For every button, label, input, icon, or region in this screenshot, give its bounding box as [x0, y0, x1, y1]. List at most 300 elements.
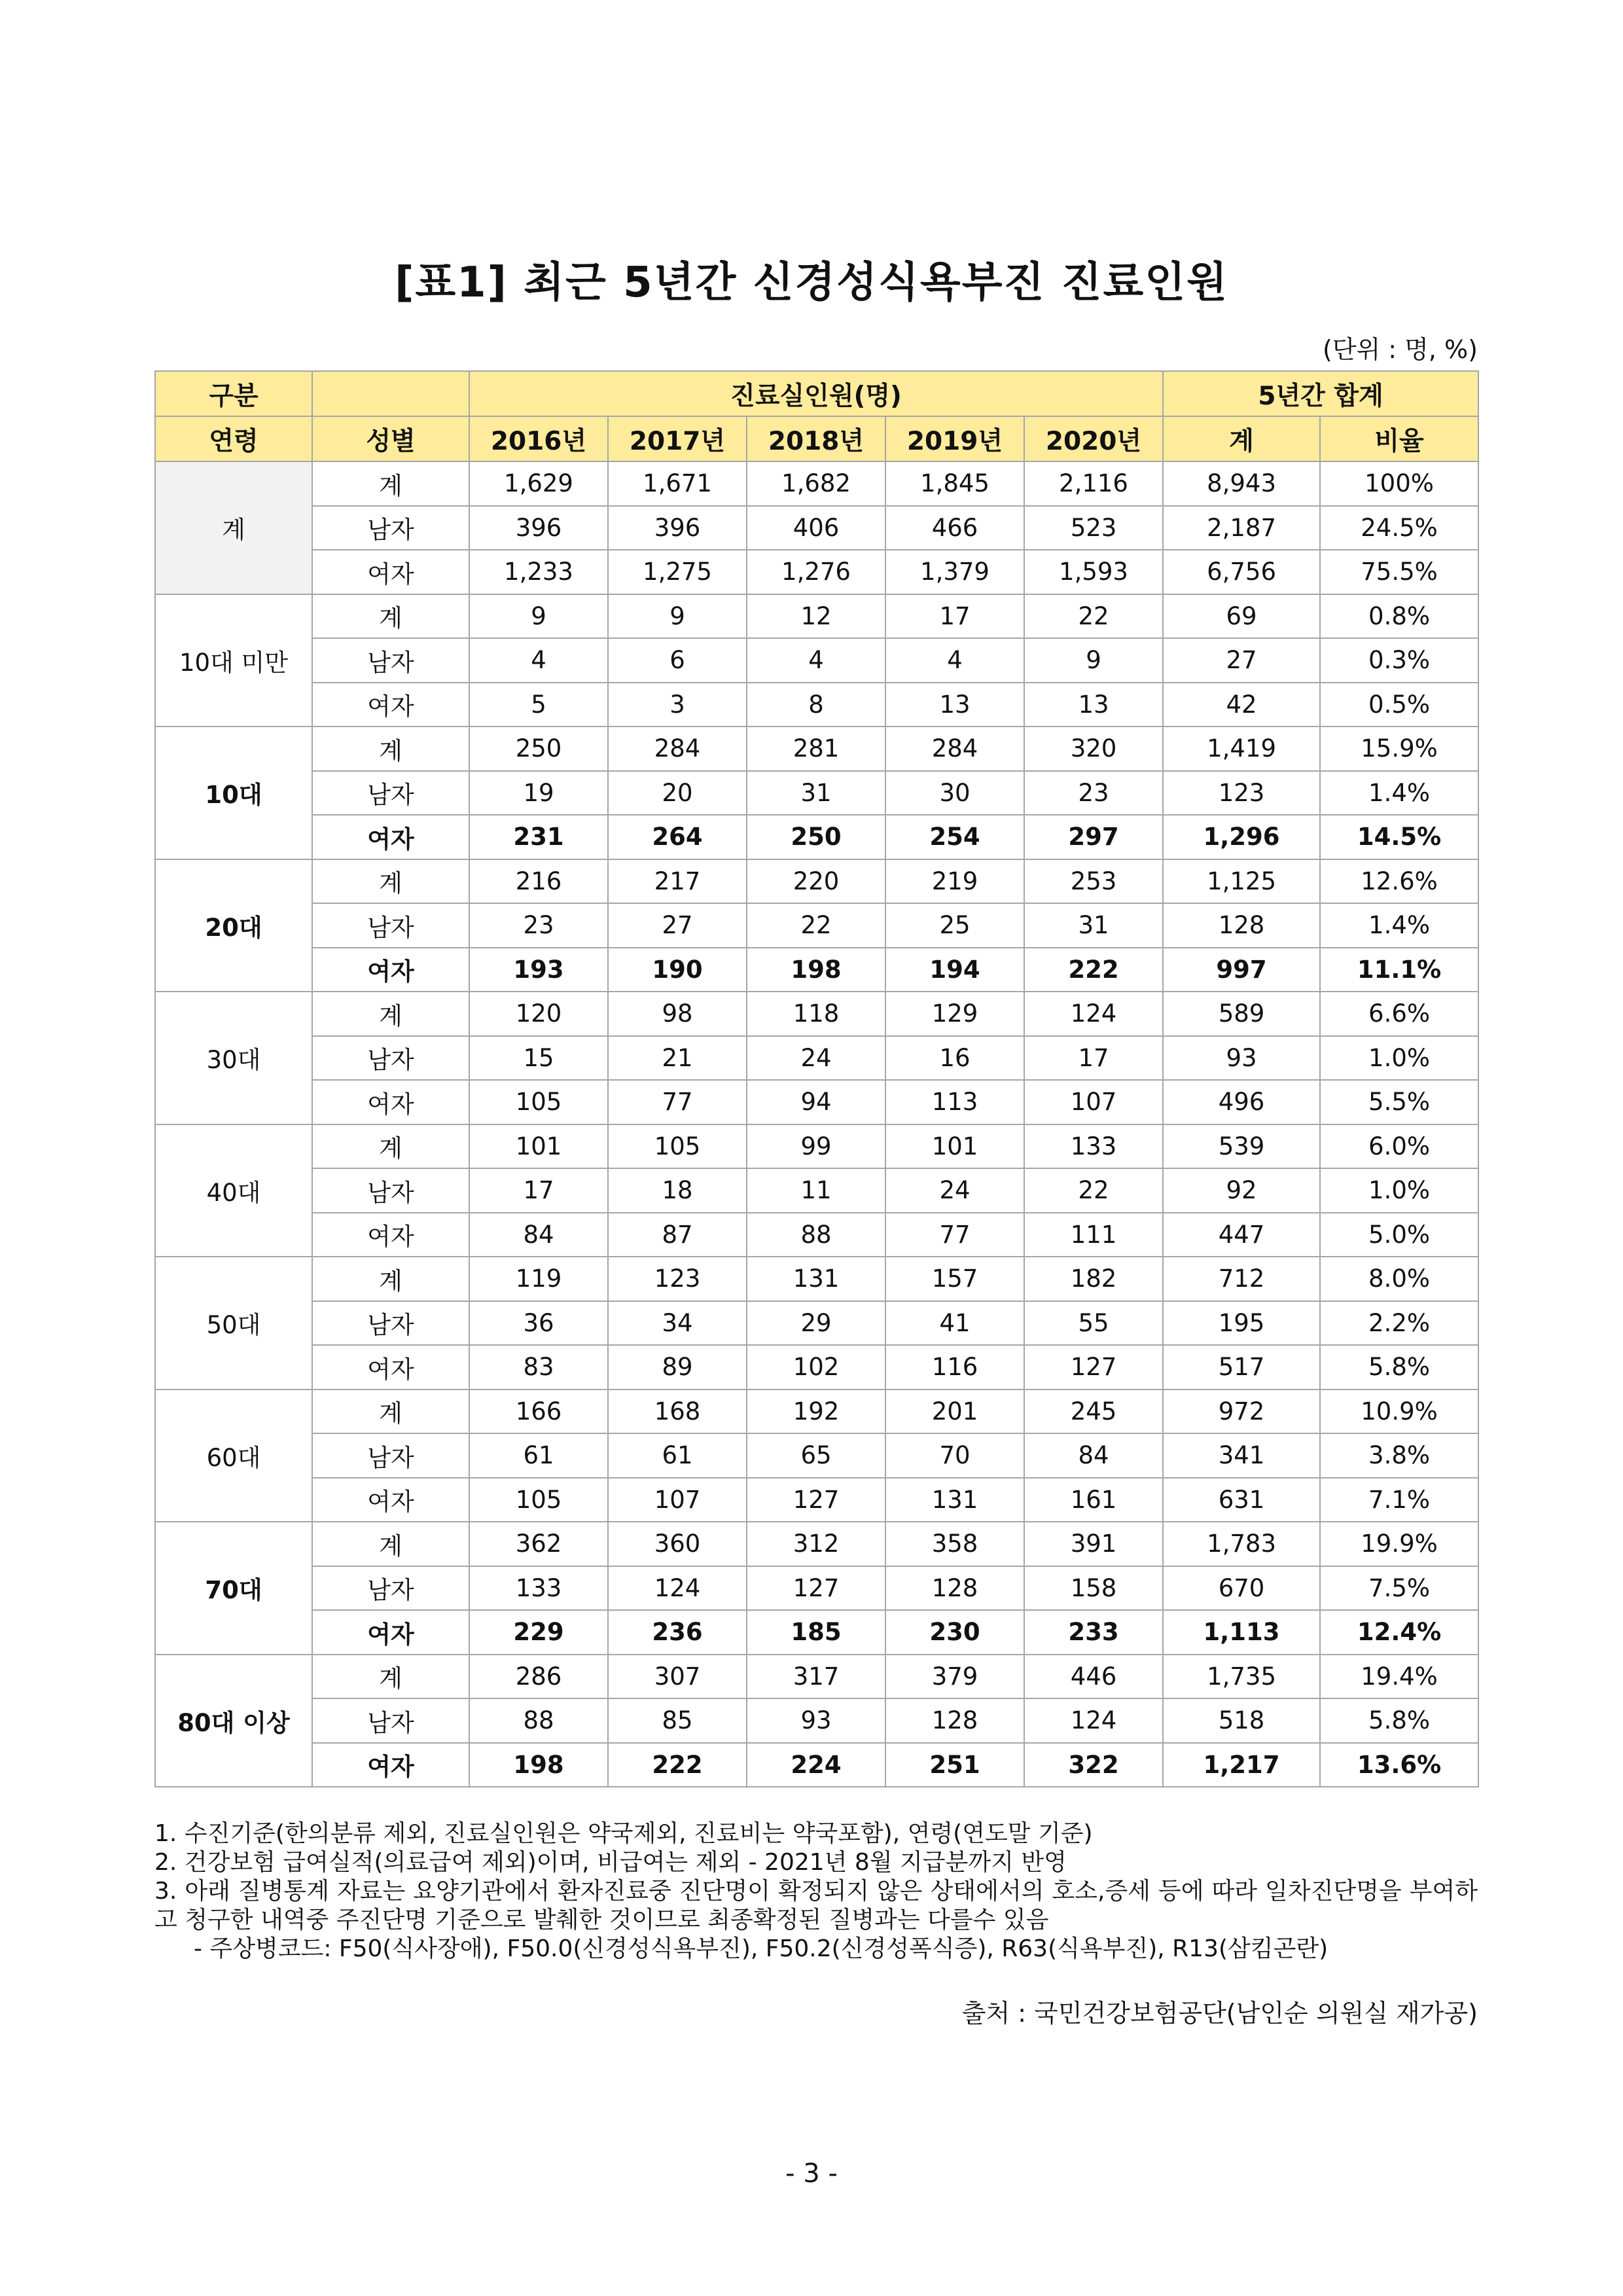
- ratio-cell: 13.6%: [1320, 1743, 1478, 1787]
- header-year: 2017년: [608, 416, 747, 461]
- ratio-cell: 19.4%: [1320, 1655, 1478, 1699]
- year-value-cell: 70: [885, 1433, 1024, 1478]
- year-value-cell: 89: [608, 1345, 747, 1390]
- footnote: 2. 건강보험 급여실적(의료급여 제외)이며, 비급여는 제외 - 2021년 8월 지급분까지 반영: [154, 1849, 1067, 1876]
- year-value-cell: 4: [469, 638, 608, 683]
- year-value-cell: 107: [608, 1478, 747, 1522]
- table-row: [155, 1124, 1478, 1169]
- table-row: [155, 948, 1478, 992]
- year-value-cell: 98: [608, 992, 747, 1036]
- table-row: [155, 506, 1478, 550]
- year-value-cell: 84: [469, 1213, 608, 1257]
- sex-cell: 여자: [312, 683, 469, 727]
- year-value-cell: 1,682: [747, 461, 885, 506]
- year-value-cell: 2,116: [1024, 461, 1163, 506]
- year-value-cell: 123: [608, 1257, 747, 1301]
- year-value-cell: 201: [885, 1390, 1024, 1434]
- sum-cell: 496: [1163, 1080, 1320, 1124]
- sum-cell: 518: [1163, 1698, 1320, 1743]
- sex-cell: 남자: [312, 1566, 469, 1611]
- sum-cell: 670: [1163, 1566, 1320, 1611]
- table-row: [155, 1301, 1478, 1346]
- year-value-cell: 131: [747, 1257, 885, 1301]
- header-age: 연령: [155, 416, 312, 461]
- year-value-cell: 4: [885, 638, 1024, 683]
- header-blank: [312, 371, 469, 416]
- table-row: [155, 859, 1478, 904]
- ratio-cell: 12.6%: [1320, 859, 1478, 904]
- table-row: [155, 1433, 1478, 1478]
- year-value-cell: 1,233: [469, 550, 608, 594]
- ratio-cell: 5.0%: [1320, 1213, 1478, 1257]
- ratio-cell: 24.5%: [1320, 506, 1478, 550]
- sum-cell: 539: [1163, 1124, 1320, 1169]
- year-value-cell: 94: [747, 1080, 885, 1124]
- year-value-cell: 24: [747, 1036, 885, 1081]
- year-value-cell: 31: [1024, 903, 1163, 948]
- sum-cell: 447: [1163, 1213, 1320, 1257]
- year-value-cell: 18: [608, 1168, 747, 1213]
- sum-cell: 589: [1163, 992, 1320, 1036]
- ratio-cell: 1.0%: [1320, 1168, 1478, 1213]
- age-group-cell: 계: [155, 461, 312, 594]
- year-value-cell: 466: [885, 506, 1024, 550]
- year-value-cell: 396: [469, 506, 608, 550]
- year-value-cell: 358: [885, 1522, 1024, 1566]
- year-value-cell: 61: [469, 1433, 608, 1478]
- sum-cell: 1,125: [1163, 859, 1320, 904]
- sex-cell: 여자: [312, 948, 469, 992]
- year-value-cell: 11: [747, 1168, 885, 1213]
- table-row: [155, 550, 1478, 594]
- year-value-cell: 523: [1024, 506, 1163, 550]
- year-value-cell: 182: [1024, 1257, 1163, 1301]
- year-value-cell: 4: [747, 638, 885, 683]
- sex-cell: 남자: [312, 1433, 469, 1478]
- sum-cell: 1,419: [1163, 726, 1320, 771]
- sex-cell: 여자: [312, 1478, 469, 1522]
- ratio-cell: 2.2%: [1320, 1301, 1478, 1346]
- sex-cell: 계: [312, 859, 469, 904]
- table-row: [155, 1698, 1478, 1743]
- year-value-cell: 222: [1024, 948, 1163, 992]
- header-row-2: [155, 416, 1478, 461]
- table-row: [155, 1257, 1478, 1301]
- sex-cell: 여자: [312, 550, 469, 594]
- ratio-cell: 0.5%: [1320, 683, 1478, 727]
- year-value-cell: 101: [885, 1124, 1024, 1169]
- sum-cell: 8,943: [1163, 461, 1320, 506]
- year-value-cell: 22: [1024, 594, 1163, 639]
- sex-cell: 계: [312, 1124, 469, 1169]
- year-value-cell: 8: [747, 683, 885, 727]
- ratio-cell: 3.8%: [1320, 1433, 1478, 1478]
- ratio-cell: 0.3%: [1320, 638, 1478, 683]
- year-value-cell: 9: [1024, 638, 1163, 683]
- header-total5: 5년간 합계: [1163, 371, 1478, 416]
- year-value-cell: 88: [469, 1698, 608, 1743]
- ratio-cell: 7.5%: [1320, 1566, 1478, 1611]
- sum-cell: 1,113: [1163, 1610, 1320, 1655]
- year-value-cell: 34: [608, 1301, 747, 1346]
- year-value-cell: 105: [469, 1478, 608, 1522]
- year-value-cell: 251: [885, 1743, 1024, 1787]
- year-value-cell: 102: [747, 1345, 885, 1390]
- year-value-cell: 120: [469, 992, 608, 1036]
- year-value-cell: 222: [608, 1743, 747, 1787]
- year-value-cell: 124: [1024, 1698, 1163, 1743]
- year-value-cell: 216: [469, 859, 608, 904]
- table-row: [155, 726, 1478, 771]
- year-value-cell: 245: [1024, 1390, 1163, 1434]
- sum-cell: 1,783: [1163, 1522, 1320, 1566]
- year-value-cell: 127: [747, 1566, 885, 1611]
- sex-cell: 남자: [312, 1301, 469, 1346]
- year-value-cell: 17: [885, 594, 1024, 639]
- sum-cell: 93: [1163, 1036, 1320, 1081]
- ratio-cell: 8.0%: [1320, 1257, 1478, 1301]
- sex-cell: 여자: [312, 815, 469, 859]
- year-value-cell: 22: [747, 903, 885, 948]
- sex-cell: 계: [312, 1522, 469, 1566]
- sex-cell: 계: [312, 1390, 469, 1434]
- year-value-cell: 128: [885, 1698, 1024, 1743]
- table-row: [155, 1522, 1478, 1566]
- sum-cell: 1,735: [1163, 1655, 1320, 1699]
- header-category: 구분: [155, 371, 312, 416]
- sex-cell: 여자: [312, 1743, 469, 1787]
- year-value-cell: 31: [747, 771, 885, 816]
- sex-cell: 남자: [312, 506, 469, 550]
- year-value-cell: 229: [469, 1610, 608, 1655]
- year-value-cell: 133: [1024, 1124, 1163, 1169]
- year-value-cell: 312: [747, 1522, 885, 1566]
- year-value-cell: 131: [885, 1478, 1024, 1522]
- year-value-cell: 21: [608, 1036, 747, 1081]
- sum-cell: 195: [1163, 1301, 1320, 1346]
- year-value-cell: 284: [608, 726, 747, 771]
- year-value-cell: 65: [747, 1433, 885, 1478]
- year-value-cell: 3: [608, 683, 747, 727]
- ratio-cell: 0.8%: [1320, 594, 1478, 639]
- year-value-cell: 224: [747, 1743, 885, 1787]
- year-value-cell: 250: [469, 726, 608, 771]
- table-row: [155, 1610, 1478, 1655]
- year-value-cell: 118: [747, 992, 885, 1036]
- sum-cell: 27: [1163, 638, 1320, 683]
- year-value-cell: 166: [469, 1390, 608, 1434]
- year-value-cell: 322: [1024, 1743, 1163, 1787]
- year-value-cell: 1,379: [885, 550, 1024, 594]
- year-value-cell: 193: [469, 948, 608, 992]
- year-value-cell: 17: [1024, 1036, 1163, 1081]
- year-value-cell: 391: [1024, 1522, 1163, 1566]
- header-year: 2020년: [1024, 416, 1163, 461]
- year-value-cell: 36: [469, 1301, 608, 1346]
- sum-cell: 92: [1163, 1168, 1320, 1213]
- year-value-cell: 12: [747, 594, 885, 639]
- year-value-cell: 25: [885, 903, 1024, 948]
- year-value-cell: 9: [608, 594, 747, 639]
- footnote: 3. 아래 질병통계 자료는 요양기관에서 환자진료중 진단명이 확정되지 않은 상태에서의 호소,증세 등에 따라 일차진단명을 부여하고 청구한 내역중 주진단명 기준으로 발췌한 것이므로 최종확정된 질병과는 다를수 있음: [154, 1878, 1478, 1933]
- year-value-cell: 20: [608, 771, 747, 816]
- ratio-cell: 14.5%: [1320, 815, 1478, 859]
- ratio-cell: 5.8%: [1320, 1345, 1478, 1390]
- year-value-cell: 406: [747, 506, 885, 550]
- year-value-cell: 24: [885, 1168, 1024, 1213]
- year-value-cell: 87: [608, 1213, 747, 1257]
- year-value-cell: 317: [747, 1655, 885, 1699]
- age-group-cell: 60대: [155, 1390, 312, 1522]
- sex-cell: 남자: [312, 638, 469, 683]
- year-value-cell: 124: [1024, 992, 1163, 1036]
- ratio-cell: 75.5%: [1320, 550, 1478, 594]
- year-value-cell: 362: [469, 1522, 608, 1566]
- table-row: [155, 1213, 1478, 1257]
- source-note: 출처 : 국민건강보험공단(남인순 의원실 재가공): [961, 1999, 1478, 2028]
- year-value-cell: 83: [469, 1345, 608, 1390]
- year-value-cell: 27: [608, 903, 747, 948]
- year-value-cell: 116: [885, 1345, 1024, 1390]
- sum-cell: 631: [1163, 1478, 1320, 1522]
- year-value-cell: 297: [1024, 815, 1163, 859]
- year-value-cell: 446: [1024, 1655, 1163, 1699]
- year-value-cell: 101: [469, 1124, 608, 1169]
- year-value-cell: 236: [608, 1610, 747, 1655]
- year-value-cell: 129: [885, 992, 1024, 1036]
- year-value-cell: 29: [747, 1301, 885, 1346]
- year-value-cell: 55: [1024, 1301, 1163, 1346]
- sum-cell: 997: [1163, 948, 1320, 992]
- sex-cell: 계: [312, 726, 469, 771]
- year-value-cell: 105: [469, 1080, 608, 1124]
- footnote: - 주상병코드: F50(식사장애), F50.0(신경성식욕부진), F50.2(신경성폭식증), R63(식욕부진), R13(삼킴곤란): [194, 1935, 1329, 1962]
- year-value-cell: 1,275: [608, 550, 747, 594]
- year-value-cell: 264: [608, 815, 747, 859]
- ratio-cell: 100%: [1320, 461, 1478, 506]
- sum-cell: 712: [1163, 1257, 1320, 1301]
- table-row: [155, 815, 1478, 859]
- year-value-cell: 1,629: [469, 461, 608, 506]
- sex-cell: 계: [312, 1257, 469, 1301]
- sex-cell: 계: [312, 1655, 469, 1699]
- sex-cell: 남자: [312, 1036, 469, 1081]
- year-value-cell: 198: [469, 1743, 608, 1787]
- table-row: [155, 1566, 1478, 1611]
- year-value-cell: 113: [885, 1080, 1024, 1124]
- sex-cell: 계: [312, 461, 469, 506]
- table-row: [155, 992, 1478, 1036]
- header-ratio: 비율: [1320, 416, 1478, 461]
- year-value-cell: 93: [747, 1698, 885, 1743]
- year-value-cell: 111: [1024, 1213, 1163, 1257]
- year-value-cell: 127: [747, 1478, 885, 1522]
- year-value-cell: 5: [469, 683, 608, 727]
- year-value-cell: 220: [747, 859, 885, 904]
- year-value-cell: 190: [608, 948, 747, 992]
- table-row: [155, 1080, 1478, 1124]
- year-value-cell: 1,276: [747, 550, 885, 594]
- year-value-cell: 15: [469, 1036, 608, 1081]
- table-row: [155, 771, 1478, 816]
- sum-cell: 128: [1163, 903, 1320, 948]
- year-value-cell: 185: [747, 1610, 885, 1655]
- sex-cell: 남자: [312, 1168, 469, 1213]
- table-row: [155, 594, 1478, 639]
- sex-cell: 남자: [312, 1698, 469, 1743]
- sex-cell: 계: [312, 594, 469, 639]
- sum-cell: 6,756: [1163, 550, 1320, 594]
- year-value-cell: 158: [1024, 1566, 1163, 1611]
- footnotes: [154, 1820, 1478, 1964]
- age-group-cell: 70대: [155, 1522, 312, 1655]
- ratio-cell: 6.6%: [1320, 992, 1478, 1036]
- sum-cell: 341: [1163, 1433, 1320, 1478]
- sum-cell: 1,217: [1163, 1743, 1320, 1787]
- header-sum: 계: [1163, 416, 1320, 461]
- ratio-cell: 10.9%: [1320, 1390, 1478, 1434]
- year-value-cell: 161: [1024, 1478, 1163, 1522]
- year-value-cell: 105: [608, 1124, 747, 1169]
- age-group-cell: 40대: [155, 1124, 312, 1257]
- age-group-cell: 20대: [155, 859, 312, 992]
- year-value-cell: 281: [747, 726, 885, 771]
- year-value-cell: 250: [747, 815, 885, 859]
- year-value-cell: 41: [885, 1301, 1024, 1346]
- ratio-cell: 1.4%: [1320, 903, 1478, 948]
- year-value-cell: 231: [469, 815, 608, 859]
- year-value-cell: 22: [1024, 1168, 1163, 1213]
- header-year: 2019년: [885, 416, 1024, 461]
- year-value-cell: 194: [885, 948, 1024, 992]
- year-value-cell: 19: [469, 771, 608, 816]
- year-value-cell: 107: [1024, 1080, 1163, 1124]
- ratio-cell: 1.4%: [1320, 771, 1478, 816]
- year-value-cell: 360: [608, 1522, 747, 1566]
- age-group-cell: 80대 이상: [155, 1655, 312, 1787]
- year-value-cell: 16: [885, 1036, 1024, 1081]
- table-row: [155, 1478, 1478, 1522]
- year-value-cell: 85: [608, 1698, 747, 1743]
- sex-cell: 남자: [312, 771, 469, 816]
- ratio-cell: 1.0%: [1320, 1036, 1478, 1081]
- year-value-cell: 17: [469, 1168, 608, 1213]
- ratio-cell: 7.1%: [1320, 1478, 1478, 1522]
- age-group-cell: 30대: [155, 992, 312, 1124]
- year-value-cell: 253: [1024, 859, 1163, 904]
- ratio-cell: 15.9%: [1320, 726, 1478, 771]
- table-row: [155, 1390, 1478, 1434]
- ratio-cell: 19.9%: [1320, 1522, 1478, 1566]
- ratio-cell: 5.8%: [1320, 1698, 1478, 1743]
- year-value-cell: 379: [885, 1655, 1024, 1699]
- year-value-cell: 6: [608, 638, 747, 683]
- year-value-cell: 88: [747, 1213, 885, 1257]
- age-group-cell: 50대: [155, 1257, 312, 1390]
- year-value-cell: 13: [885, 683, 1024, 727]
- patients-table: [154, 370, 1479, 1787]
- unit-label: (단위 : 명, %): [1322, 335, 1478, 364]
- header-year: 2018년: [747, 416, 885, 461]
- year-value-cell: 1,671: [608, 461, 747, 506]
- page-title: [표1] 최근 5년간 신경성식욕부진 진료인원: [395, 259, 1228, 307]
- year-value-cell: 1,845: [885, 461, 1024, 506]
- table-row: [155, 1345, 1478, 1390]
- year-value-cell: 84: [1024, 1433, 1163, 1478]
- page-number: - 3 -: [785, 2159, 838, 2189]
- sum-cell: 69: [1163, 594, 1320, 639]
- ratio-cell: 12.4%: [1320, 1610, 1478, 1655]
- table-row: [155, 903, 1478, 948]
- table-row: [155, 683, 1478, 727]
- sum-cell: 972: [1163, 1390, 1320, 1434]
- year-value-cell: 128: [885, 1566, 1024, 1611]
- header-sex: 성별: [312, 416, 469, 461]
- sum-cell: 123: [1163, 771, 1320, 816]
- header-patients: 진료실인원(명): [469, 371, 1163, 416]
- year-value-cell: 61: [608, 1433, 747, 1478]
- year-value-cell: 133: [469, 1566, 608, 1611]
- ratio-cell: 11.1%: [1320, 948, 1478, 992]
- year-value-cell: 320: [1024, 726, 1163, 771]
- year-value-cell: 127: [1024, 1345, 1163, 1390]
- year-value-cell: 99: [747, 1124, 885, 1169]
- year-value-cell: 198: [747, 948, 885, 992]
- sex-cell: 여자: [312, 1610, 469, 1655]
- year-value-cell: 219: [885, 859, 1024, 904]
- sex-cell: 계: [312, 992, 469, 1036]
- year-value-cell: 9: [469, 594, 608, 639]
- table-row: [155, 1168, 1478, 1213]
- year-value-cell: 254: [885, 815, 1024, 859]
- header-row-1: [155, 371, 1478, 416]
- ratio-cell: 5.5%: [1320, 1080, 1478, 1124]
- age-group-cell: 10대 미만: [155, 594, 312, 727]
- year-value-cell: 157: [885, 1257, 1024, 1301]
- year-value-cell: 168: [608, 1390, 747, 1434]
- table-row: [155, 638, 1478, 683]
- sex-cell: 여자: [312, 1080, 469, 1124]
- year-value-cell: 77: [885, 1213, 1024, 1257]
- age-group-cell: 10대: [155, 726, 312, 859]
- year-value-cell: 286: [469, 1655, 608, 1699]
- year-value-cell: 233: [1024, 1610, 1163, 1655]
- sex-cell: 여자: [312, 1213, 469, 1257]
- year-value-cell: 124: [608, 1566, 747, 1611]
- sum-cell: 42: [1163, 683, 1320, 727]
- sum-cell: 2,187: [1163, 506, 1320, 550]
- year-value-cell: 217: [608, 859, 747, 904]
- header-year: 2016년: [469, 416, 608, 461]
- sum-cell: 1,296: [1163, 815, 1320, 859]
- sum-cell: 517: [1163, 1345, 1320, 1390]
- sex-cell: 여자: [312, 1345, 469, 1390]
- ratio-cell: 6.0%: [1320, 1124, 1478, 1169]
- year-value-cell: 119: [469, 1257, 608, 1301]
- year-value-cell: 396: [608, 506, 747, 550]
- table-row: [155, 1655, 1478, 1699]
- table-row: [155, 461, 1478, 506]
- year-value-cell: 23: [1024, 771, 1163, 816]
- year-value-cell: 192: [747, 1390, 885, 1434]
- table-row: [155, 1743, 1478, 1787]
- year-value-cell: 1,593: [1024, 550, 1163, 594]
- year-value-cell: 284: [885, 726, 1024, 771]
- year-value-cell: 230: [885, 1610, 1024, 1655]
- year-value-cell: 23: [469, 903, 608, 948]
- year-value-cell: 307: [608, 1655, 747, 1699]
- sex-cell: 남자: [312, 903, 469, 948]
